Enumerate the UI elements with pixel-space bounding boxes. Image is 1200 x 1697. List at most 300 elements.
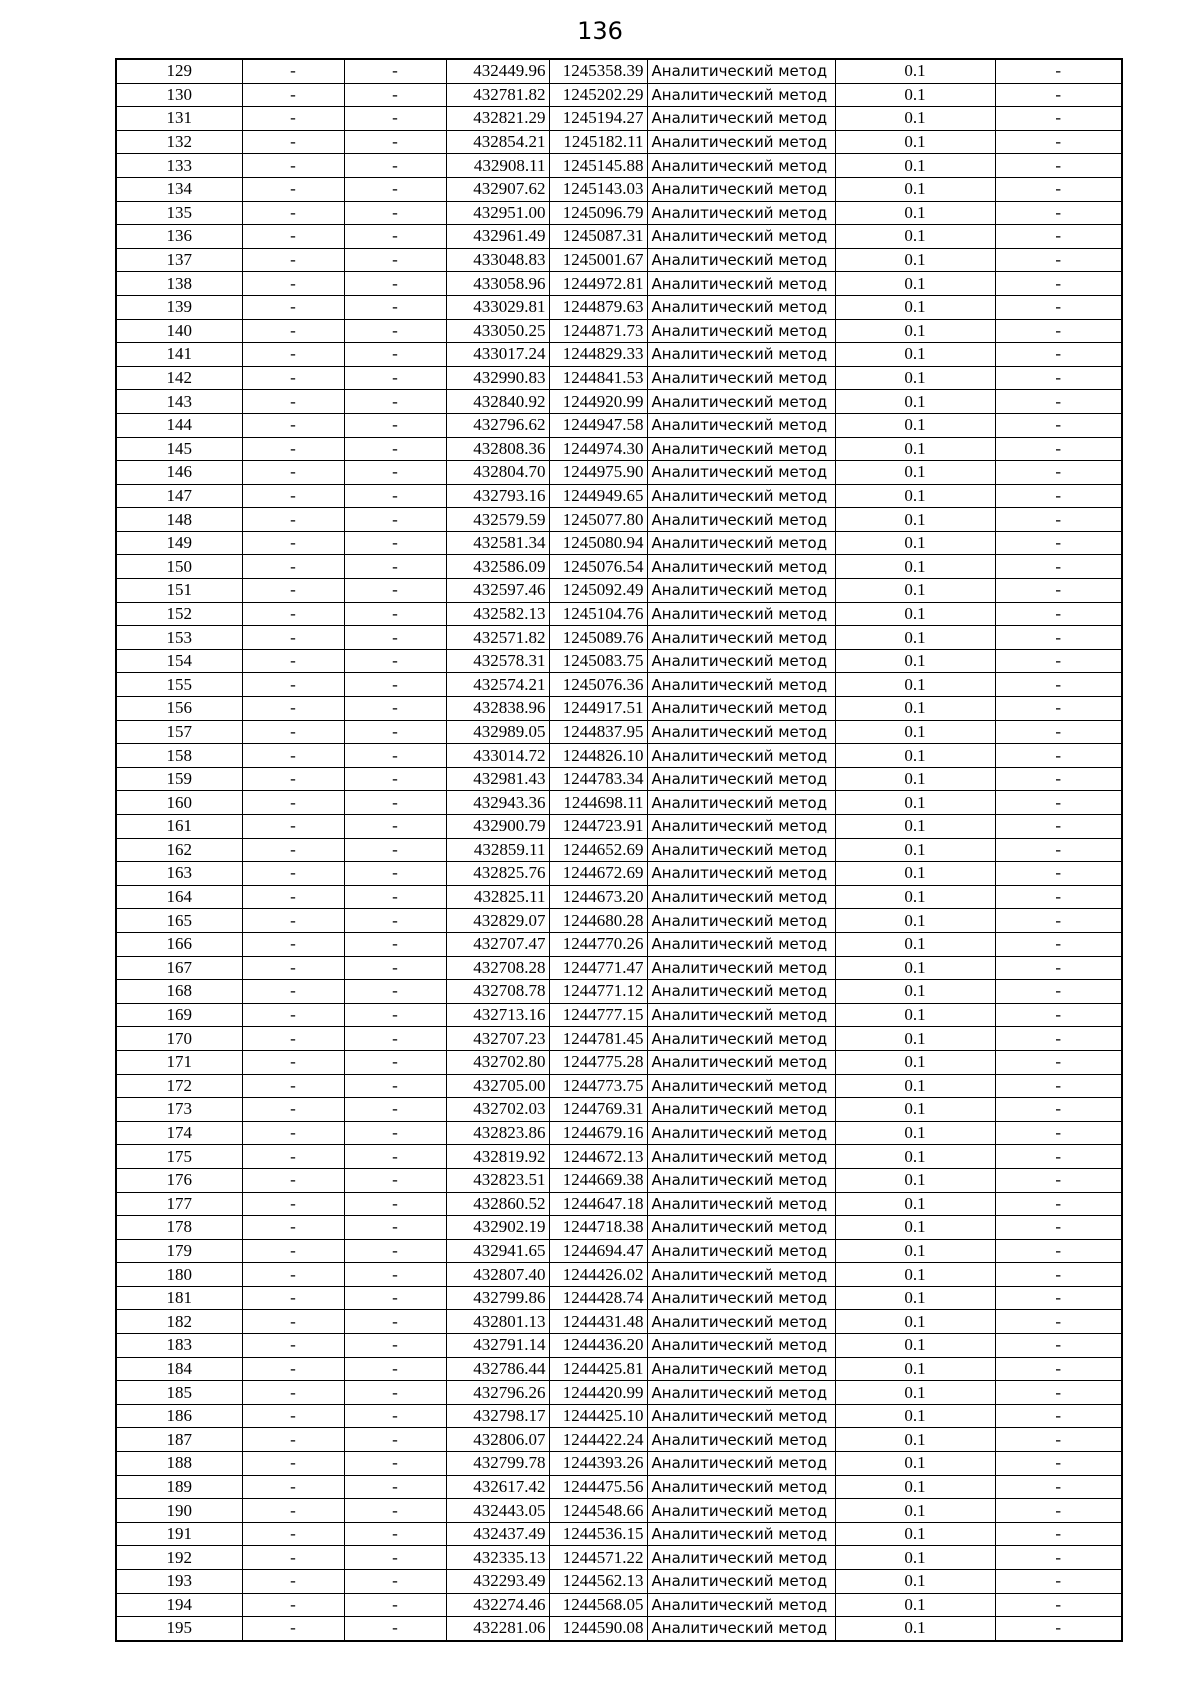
col-2-cell: - [242, 390, 344, 414]
col-2-cell: - [242, 107, 344, 131]
col-2-cell: - [242, 932, 344, 956]
point-number-cell: 185 [116, 1381, 242, 1405]
col-8-cell: - [995, 1570, 1122, 1594]
col-2-cell: - [242, 1263, 344, 1287]
point-number-cell: 189 [116, 1475, 242, 1499]
accuracy-cell: 0.1 [835, 437, 995, 461]
point-number-cell: 155 [116, 673, 242, 697]
x-coordinate-cell: 433050.25 [446, 319, 549, 343]
accuracy-cell: 0.1 [835, 319, 995, 343]
y-coordinate-cell: 1244431.48 [549, 1310, 647, 1334]
method-cell: Аналитический метод [647, 107, 835, 131]
col-3-cell: - [344, 1145, 446, 1169]
col-8-cell: - [995, 1027, 1122, 1051]
col-8-cell: - [995, 1168, 1122, 1192]
y-coordinate-cell: 1244428.74 [549, 1286, 647, 1310]
y-coordinate-cell: 1244571.22 [549, 1546, 647, 1570]
col-2-cell: - [242, 767, 344, 791]
accuracy-cell: 0.1 [835, 838, 995, 862]
col-8-cell: - [995, 83, 1122, 107]
table-row [116, 1286, 1122, 1310]
accuracy-cell: 0.1 [835, 697, 995, 721]
col-3-cell: - [344, 531, 446, 555]
point-number-cell: 183 [116, 1334, 242, 1358]
y-coordinate-cell: 1245145.88 [549, 154, 647, 178]
col-3-cell: - [344, 201, 446, 225]
col-8-cell: - [995, 272, 1122, 296]
x-coordinate-cell: 432705.00 [446, 1074, 549, 1098]
method-cell: Аналитический метод [647, 437, 835, 461]
method-cell: Аналитический метод [647, 956, 835, 980]
col-8-cell: - [995, 1334, 1122, 1358]
point-number-cell: 148 [116, 508, 242, 532]
point-number-cell: 170 [116, 1027, 242, 1051]
col-2-cell: - [242, 59, 344, 83]
col-2-cell: - [242, 1475, 344, 1499]
col-2-cell: - [242, 1239, 344, 1263]
point-number-cell: 191 [116, 1522, 242, 1546]
y-coordinate-cell: 1245083.75 [549, 649, 647, 673]
table-row [116, 177, 1122, 201]
method-cell: Аналитический метод [647, 413, 835, 437]
col-3-cell: - [344, 1074, 446, 1098]
table-row [116, 1192, 1122, 1216]
x-coordinate-cell: 432907.62 [446, 177, 549, 201]
x-coordinate-cell: 432708.28 [446, 956, 549, 980]
table-row [116, 602, 1122, 626]
table-row [116, 815, 1122, 839]
x-coordinate-cell: 432902.19 [446, 1216, 549, 1240]
table-row [116, 130, 1122, 154]
accuracy-cell: 0.1 [835, 1452, 995, 1476]
point-number-cell: 171 [116, 1050, 242, 1074]
point-number-cell: 188 [116, 1452, 242, 1476]
col-8-cell: - [995, 1546, 1122, 1570]
x-coordinate-cell: 432951.00 [446, 201, 549, 225]
table-row [116, 626, 1122, 650]
y-coordinate-cell: 1244436.20 [549, 1334, 647, 1358]
table-row [116, 1546, 1122, 1570]
col-2-cell: - [242, 579, 344, 603]
table-row [116, 59, 1122, 83]
col-2-cell: - [242, 1310, 344, 1334]
col-2-cell: - [242, 1357, 344, 1381]
x-coordinate-cell: 432617.42 [446, 1475, 549, 1499]
col-2-cell: - [242, 1452, 344, 1476]
point-number-cell: 141 [116, 343, 242, 367]
point-number-cell: 193 [116, 1570, 242, 1594]
method-cell: Аналитический метод [647, 461, 835, 485]
accuracy-cell: 0.1 [835, 1121, 995, 1145]
x-coordinate-cell: 432786.44 [446, 1357, 549, 1381]
table-row [116, 319, 1122, 343]
method-cell: Аналитический метод [647, 673, 835, 697]
y-coordinate-cell: 1245194.27 [549, 107, 647, 131]
point-number-cell: 175 [116, 1145, 242, 1169]
col-8-cell: - [995, 956, 1122, 980]
col-2-cell: - [242, 83, 344, 107]
method-cell: Аналитический метод [647, 1593, 835, 1617]
accuracy-cell: 0.1 [835, 366, 995, 390]
point-number-cell: 152 [116, 602, 242, 626]
x-coordinate-cell: 432807.40 [446, 1263, 549, 1287]
y-coordinate-cell: 1244949.65 [549, 484, 647, 508]
method-cell: Аналитический метод [647, 343, 835, 367]
accuracy-cell: 0.1 [835, 1617, 995, 1641]
col-3-cell: - [344, 815, 446, 839]
col-8-cell: - [995, 59, 1122, 83]
x-coordinate-cell: 432581.34 [446, 531, 549, 555]
accuracy-cell: 0.1 [835, 225, 995, 249]
method-cell: Аналитический метод [647, 59, 835, 83]
col-3-cell: - [344, 720, 446, 744]
col-3-cell: - [344, 83, 446, 107]
col-8-cell: - [995, 767, 1122, 791]
y-coordinate-cell: 1244723.91 [549, 815, 647, 839]
x-coordinate-cell: 432791.14 [446, 1334, 549, 1358]
point-number-cell: 142 [116, 366, 242, 390]
point-number-cell: 156 [116, 697, 242, 721]
method-cell: Аналитический метод [647, 130, 835, 154]
point-number-cell: 140 [116, 319, 242, 343]
method-cell: Аналитический метод [647, 390, 835, 414]
point-number-cell: 147 [116, 484, 242, 508]
x-coordinate-cell: 433048.83 [446, 248, 549, 272]
x-coordinate-cell: 432274.46 [446, 1593, 549, 1617]
col-3-cell: - [344, 343, 446, 367]
col-2-cell: - [242, 1286, 344, 1310]
table-row [116, 1452, 1122, 1476]
col-8-cell: - [995, 531, 1122, 555]
y-coordinate-cell: 1244770.26 [549, 932, 647, 956]
col-3-cell: - [344, 791, 446, 815]
col-3-cell: - [344, 1286, 446, 1310]
col-3-cell: - [344, 1593, 446, 1617]
accuracy-cell: 0.1 [835, 1404, 995, 1428]
table-row [116, 508, 1122, 532]
method-cell: Аналитический метод [647, 980, 835, 1004]
accuracy-cell: 0.1 [835, 1334, 995, 1358]
x-coordinate-cell: 432823.86 [446, 1121, 549, 1145]
point-number-cell: 184 [116, 1357, 242, 1381]
table-row [116, 225, 1122, 249]
col-2-cell: - [242, 602, 344, 626]
method-cell: Аналитический метод [647, 1074, 835, 1098]
point-number-cell: 150 [116, 555, 242, 579]
col-2-cell: - [242, 956, 344, 980]
accuracy-cell: 0.1 [835, 1428, 995, 1452]
point-number-cell: 136 [116, 225, 242, 249]
table-row [116, 1357, 1122, 1381]
table-row [116, 838, 1122, 862]
col-3-cell: - [344, 673, 446, 697]
x-coordinate-cell: 433058.96 [446, 272, 549, 296]
col-8-cell: - [995, 673, 1122, 697]
y-coordinate-cell: 1245202.29 [549, 83, 647, 107]
col-2-cell: - [242, 531, 344, 555]
method-cell: Аналитический метод [647, 1452, 835, 1476]
accuracy-cell: 0.1 [835, 767, 995, 791]
table-row [116, 107, 1122, 131]
accuracy-cell: 0.1 [835, 1192, 995, 1216]
point-number-cell: 157 [116, 720, 242, 744]
table-row [116, 1003, 1122, 1027]
col-3-cell: - [344, 767, 446, 791]
x-coordinate-cell: 432574.21 [446, 673, 549, 697]
point-number-cell: 144 [116, 413, 242, 437]
col-3-cell: - [344, 1357, 446, 1381]
col-8-cell: - [995, 1428, 1122, 1452]
x-coordinate-cell: 433014.72 [446, 744, 549, 768]
point-number-cell: 178 [116, 1216, 242, 1240]
x-coordinate-cell: 432829.07 [446, 909, 549, 933]
accuracy-cell: 0.1 [835, 1475, 995, 1499]
point-number-cell: 151 [116, 579, 242, 603]
y-coordinate-cell: 1244947.58 [549, 413, 647, 437]
point-number-cell: 133 [116, 154, 242, 178]
method-cell: Аналитический метод [647, 932, 835, 956]
col-2-cell: - [242, 1027, 344, 1051]
point-number-cell: 168 [116, 980, 242, 1004]
col-2-cell: - [242, 1168, 344, 1192]
col-3-cell: - [344, 956, 446, 980]
table-row [116, 1428, 1122, 1452]
method-cell: Аналитический метод [647, 295, 835, 319]
col-2-cell: - [242, 838, 344, 862]
point-number-cell: 167 [116, 956, 242, 980]
col-3-cell: - [344, 1499, 446, 1523]
col-8-cell: - [995, 862, 1122, 886]
x-coordinate-cell: 432293.49 [446, 1570, 549, 1594]
x-coordinate-cell: 432823.51 [446, 1168, 549, 1192]
col-3-cell: - [344, 1334, 446, 1358]
accuracy-cell: 0.1 [835, 932, 995, 956]
col-8-cell: - [995, 1003, 1122, 1027]
col-2-cell: - [242, 1381, 344, 1405]
y-coordinate-cell: 1244975.90 [549, 461, 647, 485]
method-cell: Аналитический метод [647, 1168, 835, 1192]
y-coordinate-cell: 1244698.11 [549, 791, 647, 815]
point-number-cell: 145 [116, 437, 242, 461]
x-coordinate-cell: 432579.59 [446, 508, 549, 532]
method-cell: Аналитический метод [647, 767, 835, 791]
table-row [116, 862, 1122, 886]
method-cell: Аналитический метод [647, 177, 835, 201]
table-row [116, 1310, 1122, 1334]
x-coordinate-cell: 432990.83 [446, 366, 549, 390]
accuracy-cell: 0.1 [835, 1357, 995, 1381]
y-coordinate-cell: 1244826.10 [549, 744, 647, 768]
table-row [116, 413, 1122, 437]
x-coordinate-cell: 432708.78 [446, 980, 549, 1004]
table-row [116, 1050, 1122, 1074]
accuracy-cell: 0.1 [835, 1593, 995, 1617]
col-2-cell: - [242, 1546, 344, 1570]
col-8-cell: - [995, 1050, 1122, 1074]
accuracy-cell: 0.1 [835, 1098, 995, 1122]
y-coordinate-cell: 1244647.18 [549, 1192, 647, 1216]
y-coordinate-cell: 1244917.51 [549, 697, 647, 721]
col-8-cell: - [995, 1098, 1122, 1122]
method-cell: Аналитический метод [647, 508, 835, 532]
y-coordinate-cell: 1244920.99 [549, 390, 647, 414]
col-8-cell: - [995, 815, 1122, 839]
x-coordinate-cell: 432989.05 [446, 720, 549, 744]
method-cell: Аналитический метод [647, 1357, 835, 1381]
col-8-cell: - [995, 1286, 1122, 1310]
y-coordinate-cell: 1244673.20 [549, 885, 647, 909]
y-coordinate-cell: 1244773.75 [549, 1074, 647, 1098]
method-cell: Аналитический метод [647, 838, 835, 862]
method-cell: Аналитический метод [647, 272, 835, 296]
table-row [116, 555, 1122, 579]
col-8-cell: - [995, 980, 1122, 1004]
y-coordinate-cell: 1244422.24 [549, 1428, 647, 1452]
y-coordinate-cell: 1244426.02 [549, 1263, 647, 1287]
x-coordinate-cell: 432799.86 [446, 1286, 549, 1310]
accuracy-cell: 0.1 [835, 885, 995, 909]
col-2-cell: - [242, 461, 344, 485]
y-coordinate-cell: 1244771.47 [549, 956, 647, 980]
col-3-cell: - [344, 980, 446, 1004]
x-coordinate-cell: 432825.11 [446, 885, 549, 909]
col-3-cell: - [344, 1263, 446, 1287]
y-coordinate-cell: 1244783.34 [549, 767, 647, 791]
table-row [116, 390, 1122, 414]
y-coordinate-cell: 1245104.76 [549, 602, 647, 626]
col-2-cell: - [242, 319, 344, 343]
col-3-cell: - [344, 59, 446, 83]
table-row [116, 1475, 1122, 1499]
col-3-cell: - [344, 319, 446, 343]
accuracy-cell: 0.1 [835, 909, 995, 933]
y-coordinate-cell: 1245076.54 [549, 555, 647, 579]
y-coordinate-cell: 1244679.16 [549, 1121, 647, 1145]
method-cell: Аналитический метод [647, 1003, 835, 1027]
accuracy-cell: 0.1 [835, 1239, 995, 1263]
x-coordinate-cell: 432281.06 [446, 1617, 549, 1641]
accuracy-cell: 0.1 [835, 1050, 995, 1074]
col-2-cell: - [242, 177, 344, 201]
method-cell: Аналитический метод [647, 1145, 835, 1169]
y-coordinate-cell: 1244672.69 [549, 862, 647, 886]
col-2-cell: - [242, 697, 344, 721]
table-row [116, 720, 1122, 744]
accuracy-cell: 0.1 [835, 1570, 995, 1594]
accuracy-cell: 0.1 [835, 508, 995, 532]
accuracy-cell: 0.1 [835, 59, 995, 83]
x-coordinate-cell: 432825.76 [446, 862, 549, 886]
table-row [116, 1499, 1122, 1523]
method-cell: Аналитический метод [647, 791, 835, 815]
accuracy-cell: 0.1 [835, 201, 995, 225]
accuracy-cell: 0.1 [835, 980, 995, 1004]
col-8-cell: - [995, 1499, 1122, 1523]
x-coordinate-cell: 432900.79 [446, 815, 549, 839]
x-coordinate-cell: 432449.96 [446, 59, 549, 83]
accuracy-cell: 0.1 [835, 1216, 995, 1240]
x-coordinate-cell: 432796.62 [446, 413, 549, 437]
col-3-cell: - [344, 885, 446, 909]
y-coordinate-cell: 1245087.31 [549, 225, 647, 249]
method-cell: Аналитический метод [647, 83, 835, 107]
coordinates-table [115, 58, 1123, 1642]
col-8-cell: - [995, 154, 1122, 178]
method-cell: Аналитический метод [647, 555, 835, 579]
col-3-cell: - [344, 1098, 446, 1122]
col-8-cell: - [995, 343, 1122, 367]
x-coordinate-cell: 432707.23 [446, 1027, 549, 1051]
col-8-cell: - [995, 1310, 1122, 1334]
table-row [116, 1027, 1122, 1051]
col-8-cell: - [995, 1192, 1122, 1216]
col-8-cell: - [995, 1617, 1122, 1641]
col-8-cell: - [995, 555, 1122, 579]
col-2-cell: - [242, 1145, 344, 1169]
method-cell: Аналитический метод [647, 1216, 835, 1240]
method-cell: Аналитический метод [647, 720, 835, 744]
method-cell: Аналитический метод [647, 319, 835, 343]
col-8-cell: - [995, 1522, 1122, 1546]
point-number-cell: 181 [116, 1286, 242, 1310]
accuracy-cell: 0.1 [835, 484, 995, 508]
col-8-cell: - [995, 602, 1122, 626]
col-2-cell: - [242, 366, 344, 390]
point-number-cell: 138 [116, 272, 242, 296]
col-2-cell: - [242, 885, 344, 909]
col-2-cell: - [242, 1050, 344, 1074]
table-row [116, 649, 1122, 673]
accuracy-cell: 0.1 [835, 1074, 995, 1098]
x-coordinate-cell: 432806.07 [446, 1428, 549, 1452]
table-row [116, 343, 1122, 367]
accuracy-cell: 0.1 [835, 295, 995, 319]
accuracy-cell: 0.1 [835, 1168, 995, 1192]
point-number-cell: 132 [116, 130, 242, 154]
col-8-cell: - [995, 484, 1122, 508]
y-coordinate-cell: 1245080.94 [549, 531, 647, 555]
col-8-cell: - [995, 130, 1122, 154]
y-coordinate-cell: 1244777.15 [549, 1003, 647, 1027]
col-8-cell: - [995, 720, 1122, 744]
x-coordinate-cell: 432801.13 [446, 1310, 549, 1334]
method-cell: Аналитический метод [647, 1239, 835, 1263]
y-coordinate-cell: 1244972.81 [549, 272, 647, 296]
col-8-cell: - [995, 366, 1122, 390]
accuracy-cell: 0.1 [835, 956, 995, 980]
point-number-cell: 187 [116, 1428, 242, 1452]
y-coordinate-cell: 1244694.47 [549, 1239, 647, 1263]
col-3-cell: - [344, 1310, 446, 1334]
y-coordinate-cell: 1244536.15 [549, 1522, 647, 1546]
table-row [116, 1263, 1122, 1287]
accuracy-cell: 0.1 [835, 579, 995, 603]
y-coordinate-cell: 1245143.03 [549, 177, 647, 201]
col-2-cell: - [242, 1121, 344, 1145]
method-cell: Аналитический метод [647, 1617, 835, 1641]
col-3-cell: - [344, 1522, 446, 1546]
table-row [116, 579, 1122, 603]
col-8-cell: - [995, 1121, 1122, 1145]
col-2-cell: - [242, 1074, 344, 1098]
col-3-cell: - [344, 1546, 446, 1570]
x-coordinate-cell: 432819.92 [446, 1145, 549, 1169]
accuracy-cell: 0.1 [835, 130, 995, 154]
table-row [116, 484, 1122, 508]
y-coordinate-cell: 1244548.66 [549, 1499, 647, 1523]
x-coordinate-cell: 432713.16 [446, 1003, 549, 1027]
point-number-cell: 149 [116, 531, 242, 555]
